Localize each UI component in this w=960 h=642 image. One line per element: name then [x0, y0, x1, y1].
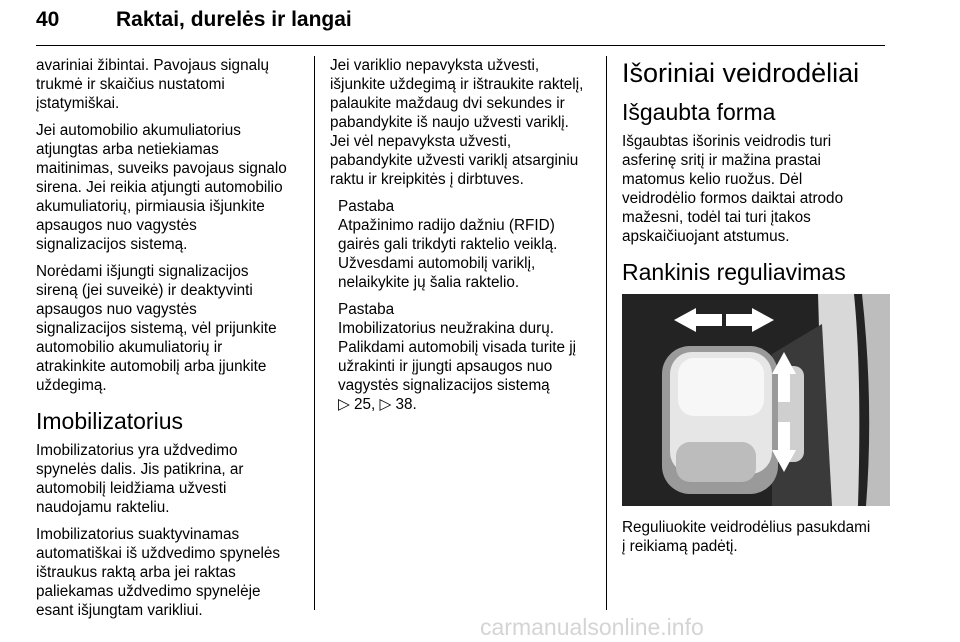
section-title-mirrors: Išoriniai veidrodėliai [622, 58, 860, 88]
section-heading-immobilizer: Imobilizatorius [36, 408, 183, 434]
paragraph: Norėdami išjungti signalizacijos sireną (jei suveikė) ir deaktyvinti apsaugos nuo vagystės signalizacijos sistemą, vėl prijunkite automobilio akumuliatorių ir atrakinkite automobilį arba įjunkite uždegimą. [36, 263, 277, 394]
column-right [622, 56, 890, 564]
paragraph: Jei variklio nepavyksta užvesti, išjunkite uždegimą ir ištraukite raktelį, palaukite maždaug dvi sekundes ir pabandykite iš naujo užvesti variklį. Jei vėl nepavyksta užvesti, pabandykite užvesti variklį atsarginiu raktu ir kreipkitės į dirbtuves. [330, 57, 584, 188]
page-number: 40 [36, 8, 60, 31]
note-title: Pastaba [338, 198, 395, 215]
reference-arrow-icon: ▷ [338, 396, 350, 413]
subheading-convex: Išgaubta forma [622, 99, 776, 125]
note-text: Atpažinimo radijo dažniu (RFID) gairės gali trikdyti raktelio veiklą. Užvesdami automobilį variklį, nelaikykite jų šalia raktelio. [338, 217, 558, 291]
note-box [330, 300, 592, 414]
paragraph: Jei automobilio akumuliatorius atjungtas arba netiekiamas maitinimas, suveiks pavojaus signalo sirena. Jei reikia atjungti automobilio akumuliatorių, pirmiausia išjunkite apsaugos nuo vagystės signalizacijos sistemą. [36, 122, 287, 253]
mirror-adjustment-figure [622, 294, 890, 506]
note-text: Imobilizatorius neužrakina durų. Palikdami automobilį visada turite jį užrakinti ir įjungti apsaugos nuo vagystės signalizacijos sistemą ▷ 25, ▷ 38. [338, 320, 577, 413]
page-header [36, 0, 885, 47]
figure-caption: Reguliuokite veidrodėlius pasukdami į reikiamą padėtį. [622, 519, 871, 555]
convex-mirror-section [676, 442, 756, 482]
paragraph: avariniai žibintai. Pavojaus signalų trukmė ir skaičius nustatomi įstatymiškai. [36, 57, 269, 112]
column-divider-1 [314, 56, 315, 610]
column-middle [330, 56, 592, 422]
paragraph: Imobilizatorius yra uždvedimo spynelės dalis. Jis patikrina, ar automobilį leidžiama užvesti naudojamu rakteliu. [36, 442, 244, 516]
column-left [36, 56, 308, 628]
reference-arrow-icon: ▷ [379, 396, 392, 413]
column-divider-2 [606, 56, 607, 610]
reference-link[interactable]: ▷ 25 [338, 396, 372, 413]
reference-link[interactable]: ▷ 38. [379, 396, 417, 413]
paragraph: Imobilizatorius suaktyvinamas automatiškai iš uždvedimo spynelės ištraukus raktą arba jei raktas paliekamas uždvedimo spynelėje esant išjungtam varikliui. [36, 526, 281, 619]
subheading-manual-adjustment: Rankinis reguliavimas [622, 259, 846, 285]
note-title: Pastaba [338, 301, 395, 318]
paragraph: Išgaubtas išorinis veidrodis turi asferinę sritį ir mažina prastai matomus kelio ruožus. Dėl veidrodėlio formos daiktai atrodo mažesni, todėl tai turi įtakos apskaičiuojant atstumus. [622, 133, 844, 245]
header-rule [36, 45, 885, 46]
note-box [330, 197, 592, 292]
chapter-title: Raktai, durelės ir langai [116, 8, 352, 31]
mirror-illustration [622, 294, 890, 506]
watermark: carmanualsonline.info [480, 614, 704, 640]
